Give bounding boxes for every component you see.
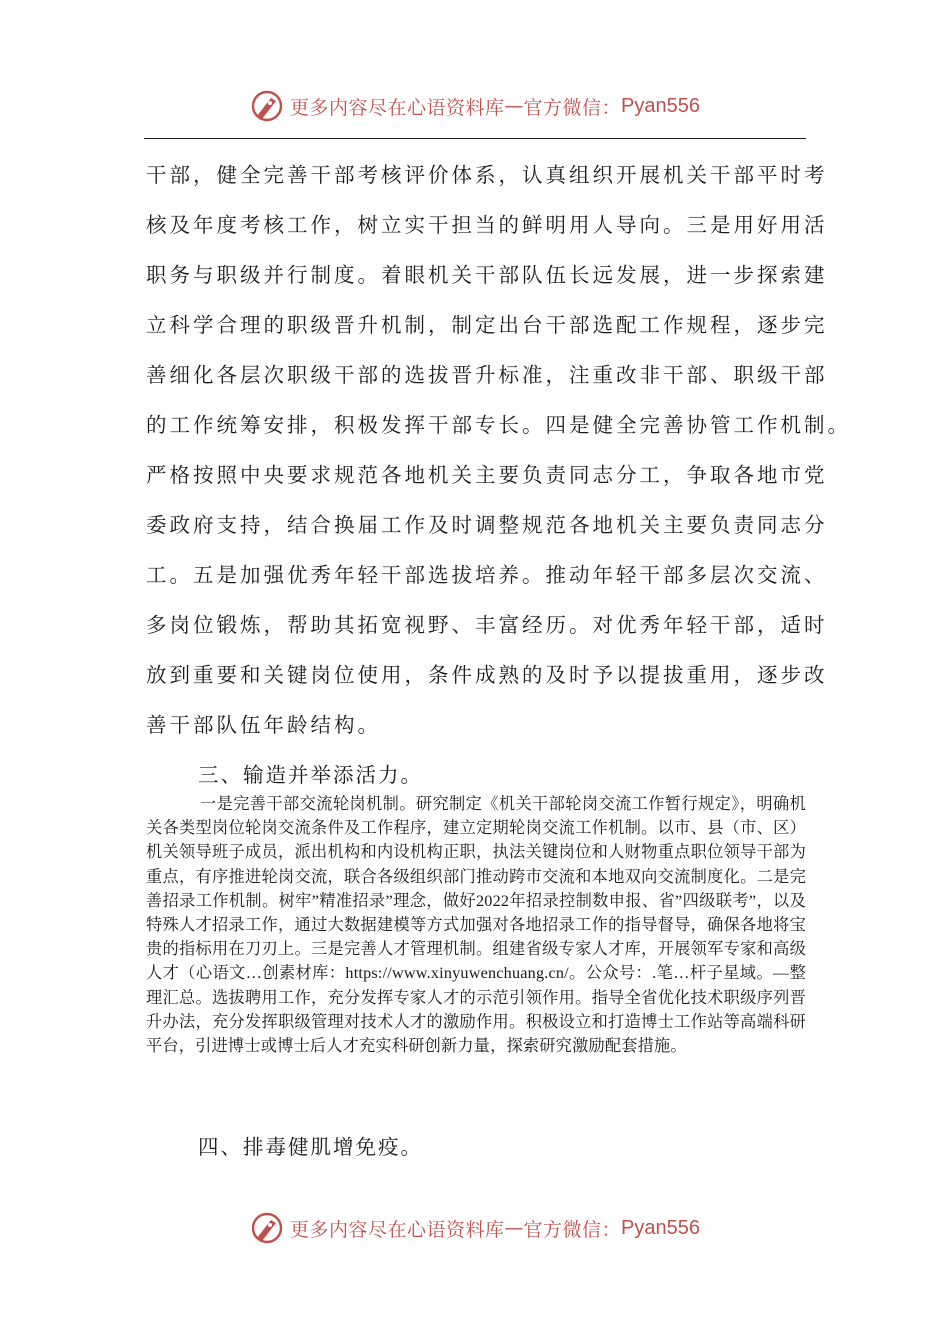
pen-nib-circle-icon (250, 89, 284, 123)
body-line: 干部，健全完善干部考核评价体系，认真组织开展机关干部平时考 (146, 163, 828, 187)
body-line: 核及年度考核工作，树立实干担当的鲜明用人导向。三是用好用活 (146, 213, 828, 237)
body-line: 善干部队伍年龄结构。 (146, 713, 381, 737)
header-divider (144, 138, 806, 139)
body-line: 善细化各层次职级干部的选拔晋升标准，注重改非干部、职级干部 (146, 363, 828, 387)
body-line: 立科学合理的职级晋升机制，制定出台干部选配工作规程，逐步完 (146, 313, 828, 337)
body-line: 的工作统筹安排，积极发挥干部专长。四是健全完善协管工作机制。 (146, 413, 851, 437)
pen-nib-circle-icon (250, 1211, 284, 1245)
section-heading-4: 四、排毒健肌增免疫。 (198, 1135, 423, 1159)
brand-separator: — (504, 95, 524, 117)
footer-watermark (0, 1204, 950, 1252)
body-line: 职务与职级并行制度。着眼机关干部队伍长远发展，进一步探索建 (146, 263, 828, 287)
header-watermark (0, 82, 950, 130)
body-line: 严格按照中央要求规范各地机关主要负责同志分工，争取各地市党 (146, 463, 828, 487)
contact-label: 官方微信： (523, 96, 622, 119)
body-line: 多岗位锻炼，帮助其拓宽视野、丰富经历。对优秀年轻干部，适时 (146, 613, 828, 637)
body-line: 工。五是加强优秀年轻干部选拔培养。推动年轻干部多层次交流、 (146, 563, 828, 587)
body-line: 放到重要和关键岗位使用，条件成熟的及时予以提拔重用，逐步改 (146, 663, 828, 687)
brand-separator: — (504, 1217, 524, 1239)
brand-text: 更多内容尽在心语资料库 (290, 96, 505, 119)
brand-text: 更多内容尽在心语资料库 (290, 1218, 505, 1241)
contact-handle: Pyan556 (621, 1216, 700, 1239)
section-heading-3: 三、输造并举添活力。 (198, 763, 423, 787)
section-3-paragraph: 一是完善干部交流轮岗机制。研究制定《机关干部轮岗交流工作暂行规定》，明确机关各类型岗位轮岗交流条件及工作程序，建立定期轮岗交流工作机制。以市、县（市、区）机关领导班子成员，派出机构和内设机构正职，执法关键岗位和人财物重点职位领导干部为重点，有序推进轮岗交流，联合各级组织部门推动跨市交流和本地双向交流制度化。二是完善招录工作机制。树牢”精准招录”理念，做好2022年招录控制数申报、省”四级联考”，以及特殊人才招录工作，通过大数据建模等方式加强对各地招录工作的指导督导，确保各地将宝贵的指标用在刀刃上。三是完善人才管理机制。组建省级专家人才库，开展领军专家和高级人才（心语文…创素材库：https://www.xinyuwenchuang.cn/。公众号：.笔…杆子星域。—整理汇总。选拔聘用工作，充分发挥专家人才的示范引领作用。指导全省优化技术职级序列晋升办法，充分发挥职级管理对技术人才的激励作用。积极设立和打造博士工作站等高端科研平台，引进博士或博士后人才充实科研创新力量，探索研究激励配套措施。 (146, 795, 806, 1056)
contact-label: 官方微信： (523, 1218, 622, 1241)
contact-handle: Pyan556 (621, 94, 700, 117)
body-line: 委政府支持，结合换届工作及时调整规范各地机关主要负责同志分 (146, 513, 828, 537)
